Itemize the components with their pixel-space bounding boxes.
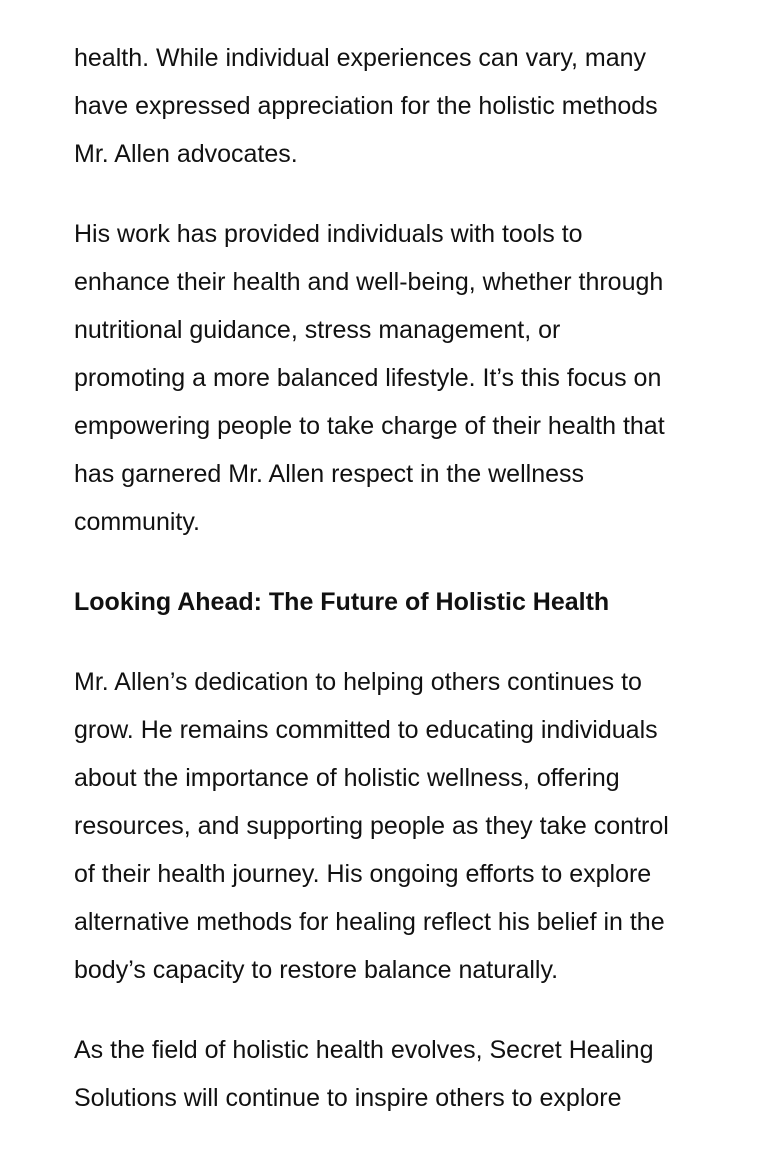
text-line: about the importance of holistic wellness, offering xyxy=(74,764,620,792)
text-line: of their health journey. His ongoing efforts to explore xyxy=(74,860,652,888)
paragraph-3 xyxy=(74,658,714,994)
text-line: empowering people to take charge of their health that xyxy=(74,412,665,440)
text-line: body’s capacity to restore balance naturally. xyxy=(74,956,559,984)
text-line: As the field of holistic health evolves, Secret Healing xyxy=(74,1036,654,1064)
text-line: Solutions will continue to inspire others to explore xyxy=(74,1084,622,1112)
text-line: have expressed appreciation for the holistic methods xyxy=(74,92,658,120)
paragraph-4 xyxy=(74,1026,714,1122)
text-line: promoting a more balanced lifestyle. It’s this focus on xyxy=(74,364,662,392)
text-line: alternative methods for healing reflect his belief in the xyxy=(74,908,665,936)
text-line: enhance their health and well-being, whether through xyxy=(74,268,664,296)
section-heading: Looking Ahead: The Future of Holistic Health xyxy=(74,588,610,616)
text-line: Mr. Allen’s dedication to helping others continues to xyxy=(74,668,642,696)
text-line: His work has provided individuals with tools to xyxy=(74,220,583,248)
text-line: community. xyxy=(74,508,200,536)
text-line: grow. He remains committed to educating individuals xyxy=(74,716,658,744)
text-line: has garnered Mr. Allen respect in the wellness xyxy=(74,460,584,488)
text-line: health. While individual experiences can vary, many xyxy=(74,44,647,72)
article-body xyxy=(74,34,714,1154)
paragraph-1 xyxy=(74,34,714,178)
text-line: nutritional guidance, stress management, or xyxy=(74,316,561,344)
paragraph-2 xyxy=(74,210,714,546)
text-line: Mr. Allen advocates. xyxy=(74,140,298,168)
text-line: resources, and supporting people as they take control xyxy=(74,812,669,840)
